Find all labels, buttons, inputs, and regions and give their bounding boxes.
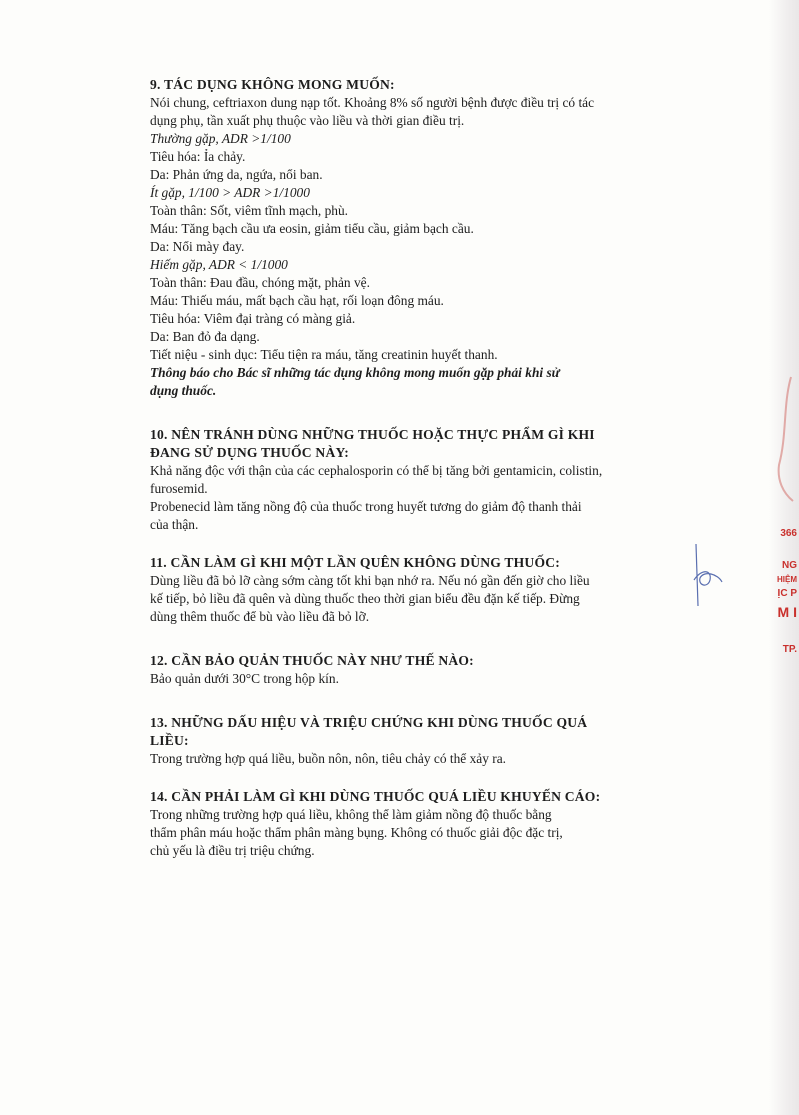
section-interactions bbox=[150, 426, 690, 534]
paragraph-line: Bảo quản dưới 30°C trong hộp kín. bbox=[150, 671, 339, 686]
stamp-stroke-icon bbox=[773, 375, 795, 505]
section-heading: 10. NÊN TRÁNH DÙNG NHỮNG THUỐC HOẶC THỰC PHẨM GÌ KHI bbox=[150, 427, 595, 442]
section-storage bbox=[150, 652, 690, 688]
section-overdose-signs bbox=[150, 714, 690, 768]
paragraph-line: dùng thêm thuốc để bù vào liều đã bỏ lỡ. bbox=[150, 609, 370, 624]
notice-line: Thông báo cho Bác sĩ những tác dụng không mong muốn gặp phải khi sử bbox=[150, 365, 560, 380]
paragraph-line: Probenecid làm tăng nồng độ của thuốc trong huyết tương do giảm độ thanh thải bbox=[150, 499, 582, 514]
effect-line: Toàn thân: Sốt, viêm tĩnh mạch, phù. bbox=[150, 203, 349, 218]
stamp-fragment: TP. bbox=[782, 644, 797, 655]
paragraph-line: furosemid. bbox=[150, 481, 208, 496]
section-heading: 11. CẦN LÀM GÌ KHI MỘT LẦN QUÊN KHÔNG DÙNG THUỐC: bbox=[150, 555, 560, 570]
stamp-fragment: ỊC P bbox=[777, 588, 797, 599]
effect-line: Máu: Tăng bạch cầu ưa eosin, giảm tiểu cầu, giảm bạch cầu. bbox=[150, 221, 474, 236]
paragraph-line: của thận. bbox=[150, 517, 199, 532]
document-body bbox=[150, 76, 690, 860]
stamp-fragment: M I bbox=[777, 604, 797, 620]
paragraph-line: chủ yếu là điều trị triệu chứng. bbox=[150, 843, 315, 858]
effect-line: Tiêu hóa: Viêm đại tràng có màng giả. bbox=[150, 311, 356, 326]
stamp-fragment: 366 bbox=[780, 528, 797, 539]
paragraph-line: Trong trường hợp quá liều, buồn nôn, nôn, tiêu chảy có thể xảy ra. bbox=[150, 751, 507, 766]
effect-line: Toàn thân: Đau đầu, chóng mặt, phản vệ. bbox=[150, 275, 370, 290]
paragraph-line: Dùng liều đã bỏ lỡ càng sớm càng tốt khi bạn nhớ ra. Nếu nó gần đến giờ cho liều bbox=[150, 573, 590, 588]
stamp-fragment: NG bbox=[782, 560, 797, 571]
section-missed-dose bbox=[150, 554, 690, 626]
section-heading: 13. NHỮNG DẤU HIỆU VÀ TRIỆU CHỨNG KHI DÙNG THUỐC QUÁ bbox=[150, 715, 588, 730]
page-edge-shadow bbox=[769, 0, 799, 1115]
frequency-label: Hiếm gặp, ADR < 1/1000 bbox=[150, 257, 288, 272]
frequency-label: Thường gặp, ADR >1/100 bbox=[150, 131, 291, 146]
effect-line: Da: Phản ứng da, ngứa, nổi ban. bbox=[150, 167, 323, 182]
paragraph-line: Khả năng độc với thận của các cephalosporin có thể bị tăng bởi gentamicin, colistin, bbox=[150, 463, 603, 478]
section-heading: 12. CẦN BẢO QUẢN THUỐC NÀY NHƯ THẾ NÀO: bbox=[150, 653, 474, 668]
paragraph-line: kế tiếp, bỏ liều đã quên và dùng thuốc theo thời gian biểu đều đặn kế tiếp. Đừng bbox=[150, 591, 580, 606]
paragraph-line: Trong những trường hợp quá liều, không thể làm giảm nồng độ thuốc bằng bbox=[150, 807, 552, 822]
section-overdose-action bbox=[150, 788, 690, 860]
effect-line: Tiết niệu - sinh dục: Tiểu tiện ra máu, tăng creatinin huyết thanh. bbox=[150, 347, 498, 362]
section-adverse-effects bbox=[150, 76, 690, 400]
section-heading: 9. TÁC DỤNG KHÔNG MONG MUỐN: bbox=[150, 77, 395, 92]
effect-line: Máu: Thiếu máu, mất bạch cầu hạt, rối loạn đông máu. bbox=[150, 293, 444, 308]
section-heading: ĐANG SỬ DỤNG THUỐC NÀY: bbox=[150, 445, 349, 460]
effect-line: Da: Ban đỏ đa dạng. bbox=[150, 329, 260, 344]
frequency-label: Ít gặp, 1/100 > ADR >1/1000 bbox=[150, 185, 310, 200]
section-heading: 14. CẦN PHẢI LÀM GÌ KHI DÙNG THUỐC QUÁ LIỀU KHUYẾN CÁO: bbox=[150, 789, 601, 804]
stamp-fragment: HIỆM bbox=[777, 575, 797, 584]
paragraph-line: dụng phụ, tần xuất phụ thuộc vào liều và thời gian điều trị. bbox=[150, 113, 465, 128]
paragraph-line: Nói chung, ceftriaxon dung nạp tốt. Khoảng 8% số người bệnh được điều trị có tác bbox=[150, 95, 595, 110]
paragraph-line: thẩm phân máu hoặc thẩm phân màng bụng. Không có thuốc giải độc đặc trị, bbox=[150, 825, 563, 840]
effect-line: Tiêu hóa: Ỉa chảy. bbox=[150, 149, 246, 164]
section-heading: LIỀU: bbox=[150, 733, 189, 748]
signature-icon bbox=[688, 540, 728, 610]
effect-line: Da: Nổi mày đay. bbox=[150, 239, 245, 254]
notice-line: dụng thuốc. bbox=[150, 383, 217, 398]
